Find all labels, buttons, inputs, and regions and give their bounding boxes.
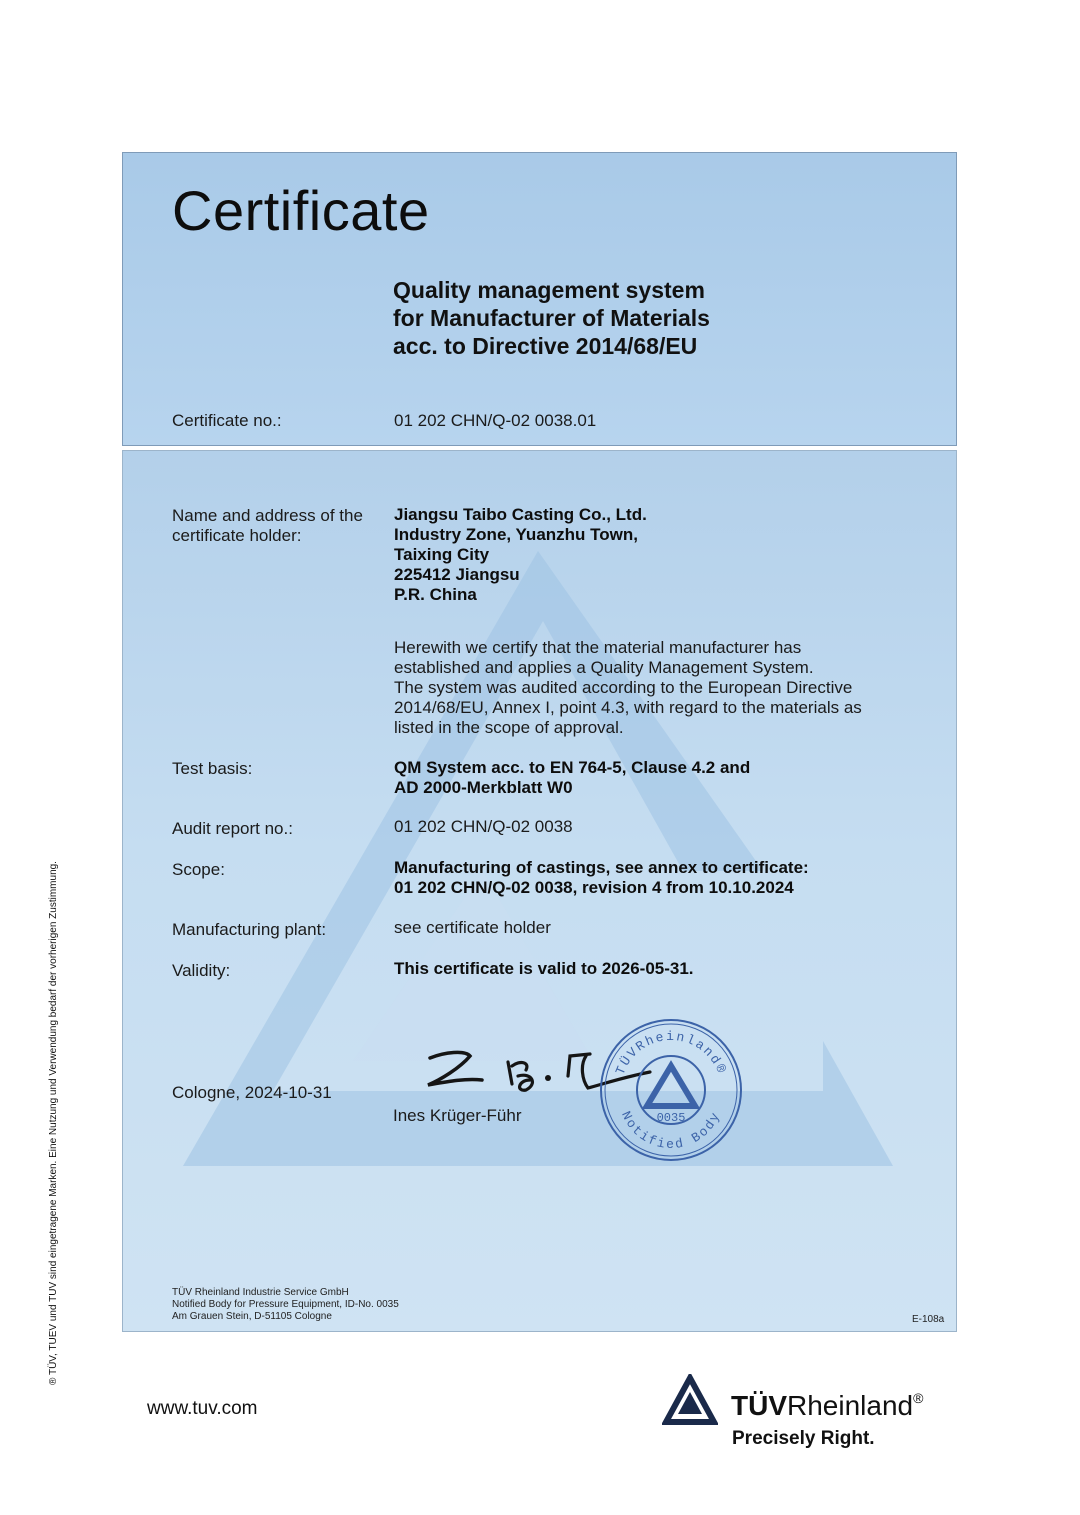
tuv-triangle-logo-icon xyxy=(662,1374,718,1426)
issuer-line: Am Grauen Stein, D-51105 Cologne xyxy=(172,1311,332,1322)
brand-slogan: Precisely Right. xyxy=(732,1428,875,1449)
statement-line: Herewith we certify that the material manufacturer has xyxy=(394,638,802,657)
issuer-block xyxy=(172,1287,399,1323)
certificate-subtitle xyxy=(393,276,710,360)
address-line: Taixing City xyxy=(394,545,490,564)
plant-value: see certificate holder xyxy=(394,918,551,937)
signatory-name: Ines Krüger-Führ xyxy=(393,1106,522,1125)
audit-report-label: Audit report no.: xyxy=(172,819,293,838)
website-link[interactable]: www.tuv.com xyxy=(147,1398,258,1419)
certificate-no-value: 01 202 CHN/Q-02 0038.01 xyxy=(394,411,597,430)
trademark-note: ® TÜV, TUEV und TUV sind eingetragene Marken. Eine Nutzung und Verwendung bedarf der vorherigen Zustimmung. xyxy=(48,861,59,1385)
issuer-line: TÜV Rheinland Industrie Service GmbH xyxy=(172,1287,349,1298)
statement-line: listed in the scope of approval. xyxy=(394,718,624,737)
brand-regular: Rheinland xyxy=(787,1390,914,1421)
test-basis-line: QM System acc. to EN 764-5, Clause 4.2 and xyxy=(394,758,751,777)
subtitle-line: Quality management system xyxy=(393,277,705,303)
address-line: Jiangsu Taibo Casting Co., Ltd. xyxy=(394,505,647,524)
statement-line: established and applies a Quality Management System. xyxy=(394,658,814,677)
issuer-line: Notified Body for Pressure Equipment, ID-No. 0035 xyxy=(172,1299,399,1310)
tuv-rheinland-wordmark xyxy=(731,1390,923,1422)
address-line: Industry Zone, Yuanzhu Town, xyxy=(394,525,638,544)
audit-report-value: 01 202 CHN/Q-02 0038 xyxy=(394,817,573,836)
brand-reg-mark: ® xyxy=(913,1390,924,1406)
plant-label: Manufacturing plant: xyxy=(172,920,327,939)
test-basis-label: Test basis: xyxy=(172,759,253,778)
seal-top-text: TÜVRheinland® xyxy=(612,1029,730,1077)
holder-label-line: certificate holder: xyxy=(172,526,302,545)
address-line: 225412 Jiangsu xyxy=(394,565,520,584)
brand-bold: TÜV xyxy=(731,1390,787,1421)
certificate-no-label: Certificate no.: xyxy=(172,411,282,430)
place-date: Cologne, 2024-10-31 xyxy=(172,1083,332,1102)
seal-bottom-text: Notified Body xyxy=(618,1108,724,1152)
scope-value xyxy=(394,858,809,898)
address-line: P.R. China xyxy=(394,585,477,604)
form-code: E-108a xyxy=(912,1314,945,1325)
seal-number: 0035 xyxy=(656,1111,686,1125)
scope-line: Manufacturing of castings, see annex to certificate: xyxy=(394,858,809,877)
statement-line: 2014/68/EU, Annex I, point 4.3, with regard to the materials as xyxy=(394,698,862,717)
scope-line: 01 202 CHN/Q-02 0038, revision 4 from 10.10.2024 xyxy=(394,878,794,897)
validity-value: This certificate is valid to 2026-05-31. xyxy=(394,959,694,978)
certification-statement xyxy=(394,638,862,738)
test-basis-line: AD 2000-Merkblatt W0 xyxy=(394,778,573,797)
holder-label xyxy=(172,506,363,546)
statement-line: The system was audited according to the European Directive xyxy=(394,678,853,697)
scope-label: Scope: xyxy=(172,860,225,879)
holder-label-line: Name and address of the xyxy=(172,506,363,525)
tuv-seal-stamp xyxy=(599,1018,743,1162)
subtitle-line: acc. to Directive 2014/68/EU xyxy=(393,333,698,359)
validity-label: Validity: xyxy=(172,961,231,980)
holder-address xyxy=(394,505,647,605)
test-basis-value xyxy=(394,758,750,798)
subtitle-line: for Manufacturer of Materials xyxy=(393,305,710,331)
certificate-title: Certificate xyxy=(172,179,430,242)
